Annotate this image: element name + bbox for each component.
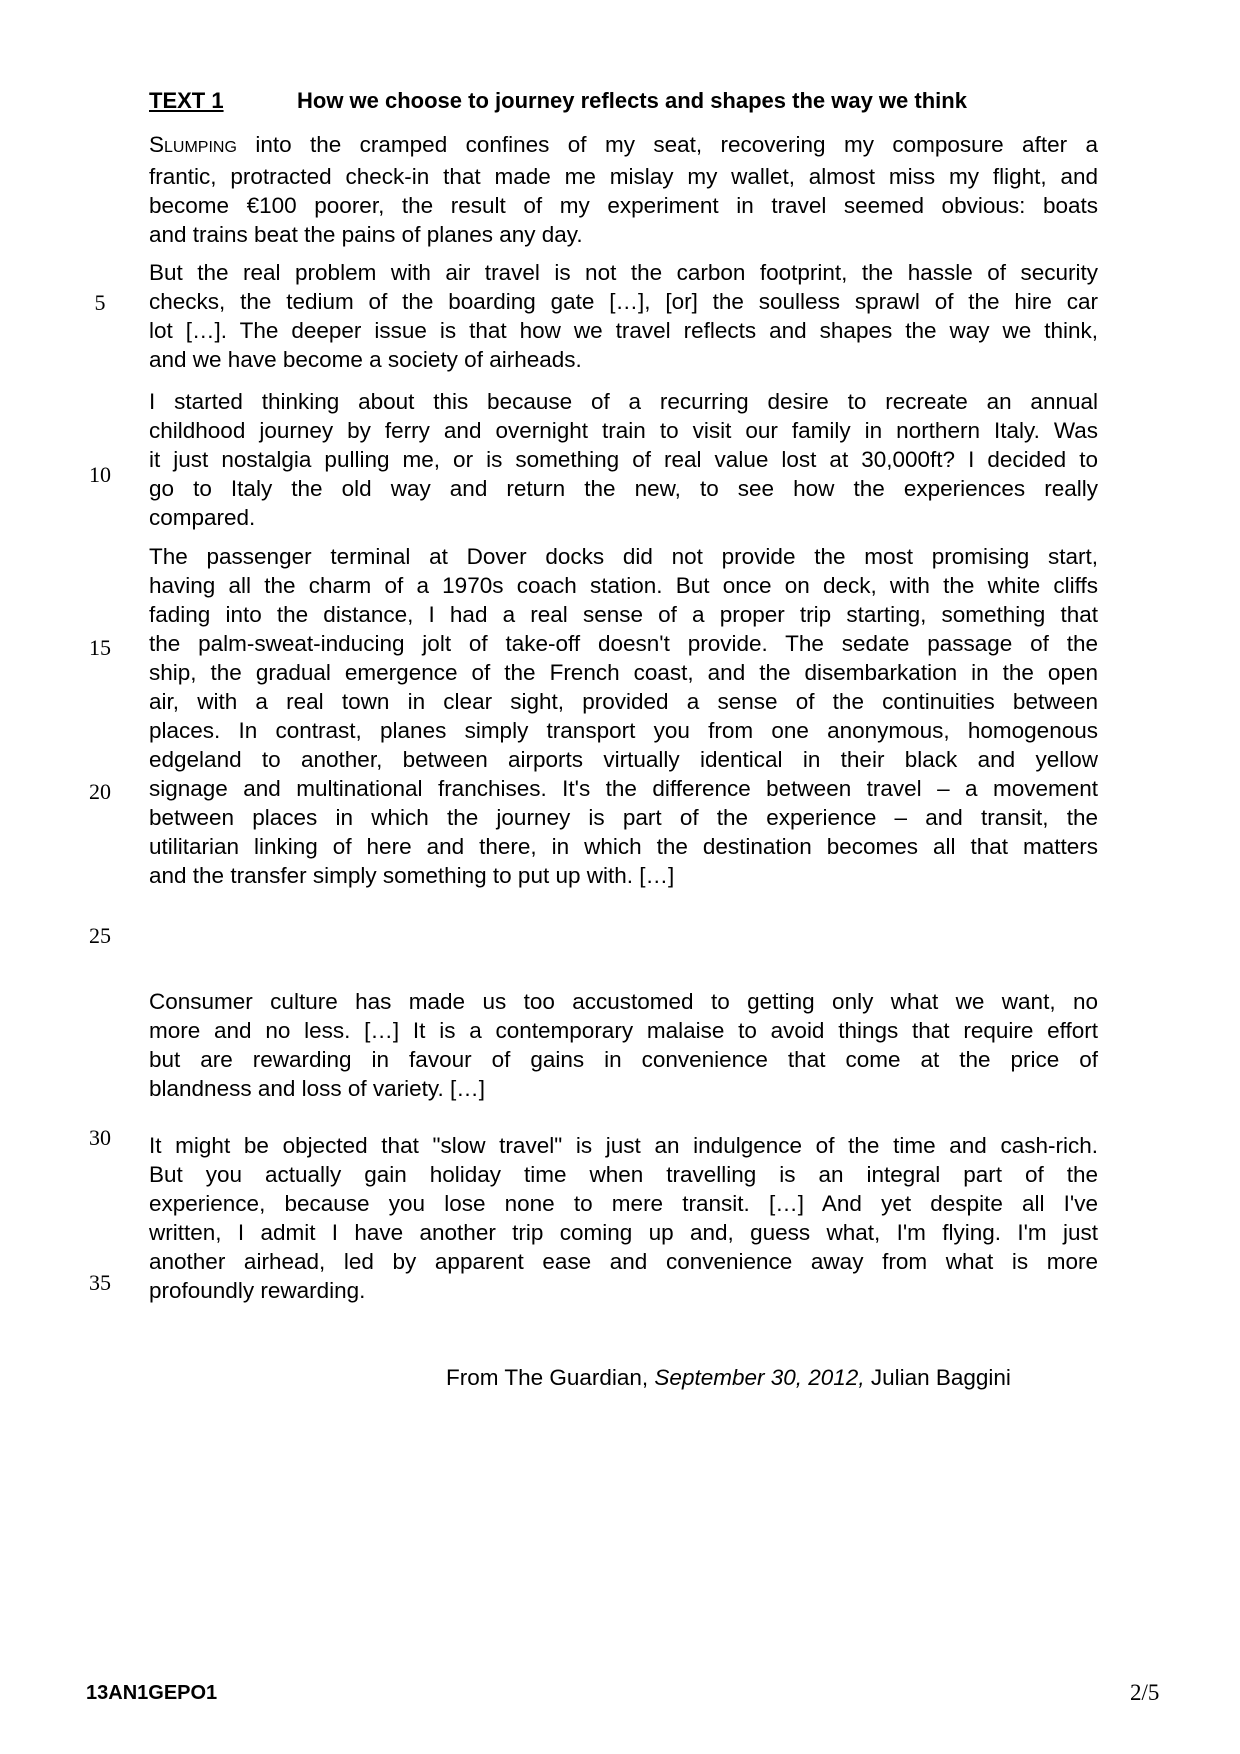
paragraph-5 (149, 987, 1098, 1103)
text-line: it just nostalgia pulling me, or is something of real value lost at 30,000ft? I decided to (149, 447, 1098, 472)
text-line: and we have become a society of airheads. (149, 347, 582, 372)
paragraph-2 (149, 258, 1098, 374)
text-line: go to Italy the old way and return the new, to see how the experiences really (149, 476, 1098, 501)
text-line: ship, the gradual emergence of the French coast, and the disembarkation in the open (149, 660, 1098, 685)
line-number: 30 (89, 1125, 111, 1150)
line-number: 5 (94, 290, 106, 315)
source-author: Julian Baggini (864, 1365, 1011, 1390)
paragraph-1 (149, 130, 1098, 249)
text-label: TEXT 1 (149, 88, 224, 113)
text-line: compared. (149, 505, 256, 530)
text-line: but are rewarding in favour of gains in convenience that come at the price of (149, 1047, 1098, 1072)
source-citation (446, 1365, 1011, 1391)
text-line: air, with a real town in clear sight, provided a sense of the continuities between (149, 689, 1098, 714)
drop-initial: S (149, 132, 165, 157)
text-line: the palm-sweat-inducing jolt of take-off doesn't provide. The sedate passage of the (149, 631, 1098, 656)
source-date: September 30, 2012, (654, 1365, 865, 1390)
text-line: become €100 poorer, the result of my experiment in travel seemed obvious: boats (149, 193, 1098, 218)
text-line: checks, the tedium of the boarding gate […], [or] the soulless sprawl of the hire car (149, 289, 1098, 314)
line-number: 20 (89, 779, 111, 804)
text-line: fading into the distance, I had a real sense of a proper trip starting, something that (149, 602, 1098, 627)
text-line: frantic, protracted check-in that made me mislay my wallet, almost miss my flight, and (149, 164, 1098, 189)
text-line: more and no less. […] It is a contemporary malaise to avoid things that require effort (149, 1018, 1098, 1043)
text-line: lot […]. The deeper issue is that how we travel reflects and shapes the way we think, (149, 318, 1098, 343)
text-line: and trains beat the pains of planes any day. (149, 222, 583, 247)
text-line: edgeland to another, between airports virtually identical in their black and yellow (149, 747, 1098, 772)
line-number: 15 (89, 635, 111, 660)
text-line: Consumer culture has made us too accustomed to getting only what we want, no (149, 989, 1098, 1014)
page-number: 2/5 (1130, 1680, 1160, 1705)
text-line: But you actually gain holiday time when travelling is an integral part of the (149, 1162, 1098, 1187)
paragraph-6 (149, 1131, 1098, 1305)
text-line: blandness and loss of variety. […] (149, 1076, 486, 1101)
line-number: 10 (89, 462, 111, 487)
text-line: and the transfer simply something to put up with. […] (149, 863, 675, 888)
text-line: But the real problem with air travel is not the carbon footprint, the hassle of security (149, 260, 1098, 285)
text-line: written, I admit I have another trip coming up and, guess what, I'm flying. I'm just (149, 1220, 1098, 1245)
line-number: 25 (89, 923, 111, 948)
text-line: childhood journey by ferry and overnight train to visit our family in northern Italy. Was (149, 418, 1098, 443)
text-line: It might be objected that "slow travel" is just an indulgence of the time and cash-rich. (149, 1133, 1098, 1158)
title-heading: How we choose to journey reflects and shapes the way we think (297, 88, 967, 113)
text-line: The passenger terminal at Dover docks did not provide the most promising start, (149, 544, 1098, 569)
text-line: between places in which the journey is part of the experience – and transit, the (149, 805, 1098, 830)
text-line: I started thinking about this because of a recurring desire to recreate an annual (149, 389, 1098, 414)
line-number: 35 (89, 1270, 111, 1295)
text-line: utilitarian linking of here and there, in which the destination becomes all that matters (149, 834, 1098, 859)
text-line: experience, because you lose none to mere transit. […] And yet despite all I've (149, 1191, 1098, 1216)
paragraph-4 (149, 542, 1098, 890)
text-line: SLUMPING into the cramped confines of my seat, recovering my composure after a (149, 132, 1098, 157)
text-line: profoundly rewarding. (149, 1278, 366, 1303)
text-line: places. In contrast, planes simply transport you from one anonymous, homogenous (149, 718, 1098, 743)
document-code: 13AN1GEPO1 (86, 1682, 218, 1704)
text-line: having all the charm of a 1970s coach station. But once on deck, with the white cliffs (149, 573, 1098, 598)
text-line: signage and multinational franchises. It's the difference between travel – a movement (149, 776, 1098, 801)
source-prefix: From The Guardian, (446, 1365, 655, 1390)
text-line: another airhead, led by apparent ease and convenience away from what is more (149, 1249, 1098, 1274)
document-title (149, 88, 967, 114)
smallcaps-word: LUMPING (164, 139, 237, 156)
paragraph-3 (149, 387, 1098, 532)
